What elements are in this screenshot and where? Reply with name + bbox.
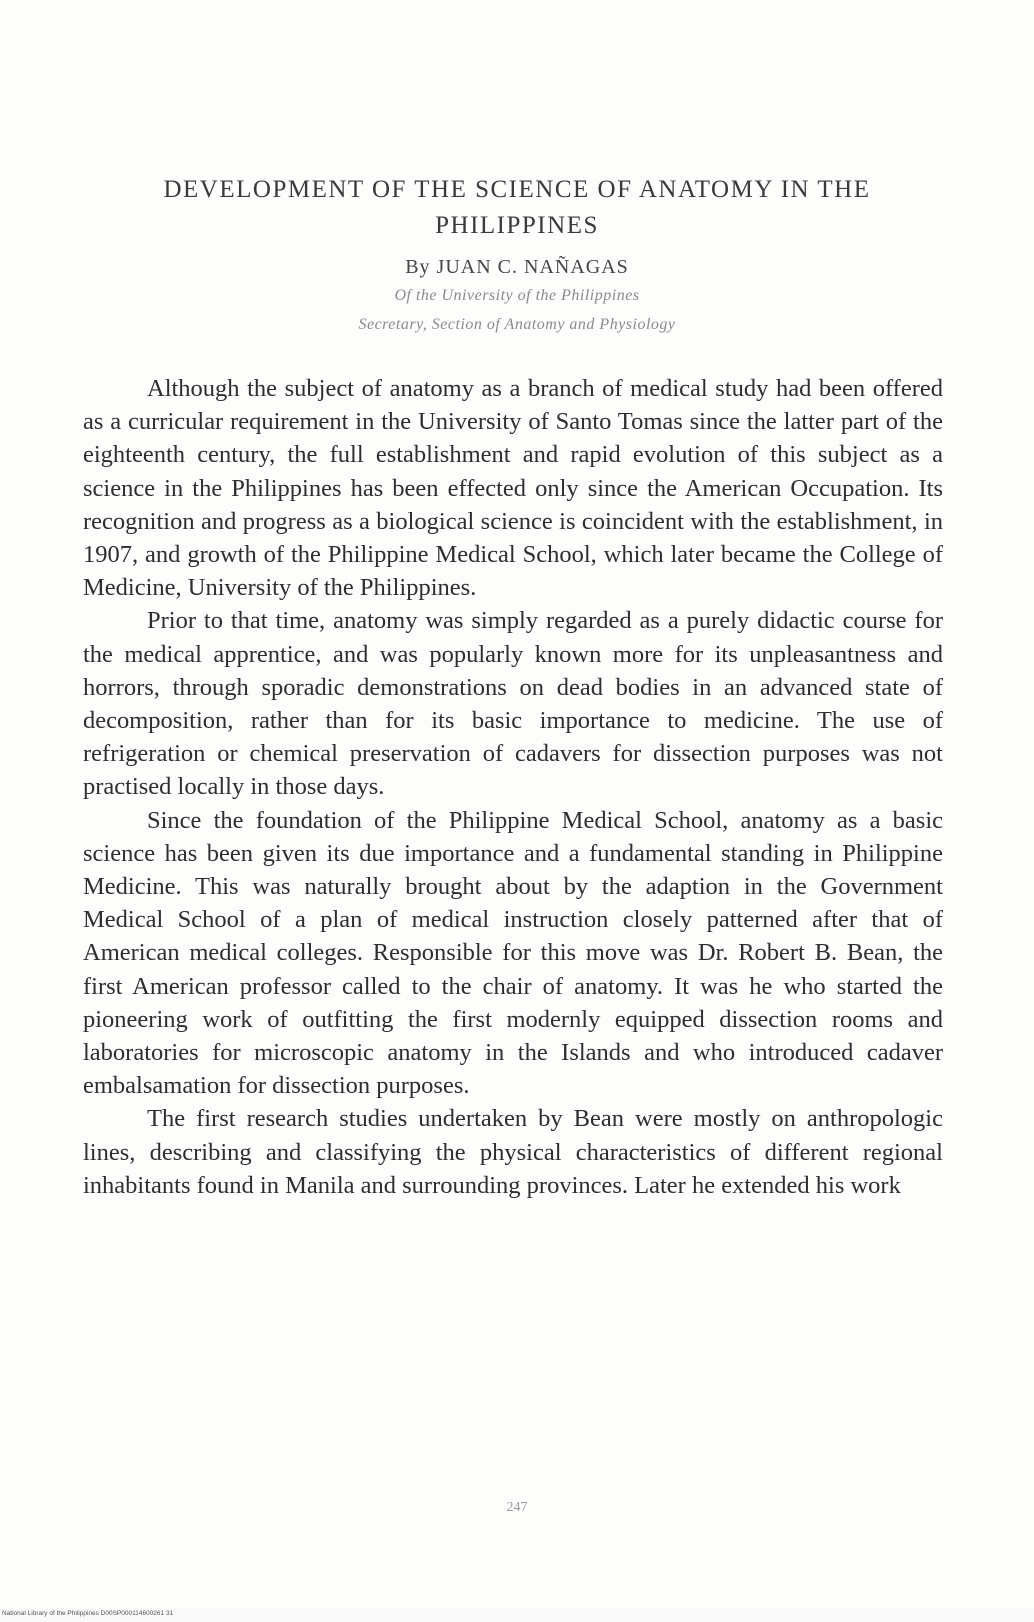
paragraph-2: Prior to that time, anatomy was simply regarded as a purely didactic course for the medical apprentice, and was popularly known more for its unpleasantness and horrors, through sporadic demonstrations on dead bodies in an advanced state of decomposition, rather than for its basic importance to medicine. The use of refrigeration or chemical preservation of cadavers for dissection purposes was not practised locally in those days. xyxy=(83,607,943,801)
article-body xyxy=(83,372,943,1202)
paragraph-4: The first research studies undertaken by Bean were mostly on anthropologic lines, describing and classifying the physical characteristics of different regional inhabitants found in Manila and surrounding provinces. Later he extended his work xyxy=(83,1105,943,1199)
page-number: 247 xyxy=(506,1500,528,1515)
author-byline: By JUAN C. NAÑAGAS xyxy=(405,256,629,278)
paragraph-3: Since the foundation of the Philippine Medical School, anatomy as a basic science has been given its due importance and a fundamental standing in Philippine Medicine. This was naturally brought about by the adaption in the Government Medical School of a plan of medical instruction closely patterned after that of American medical colleges. Responsible for this move was Dr. Robert B. Bean, the first American professor called to the chair of anatomy. It was he who started the pioneering work of outfitting the first modernly equipped dissection rooms and laboratories for microscopic anatomy in the Islands and who introduced cadaver embalsamation for dissection purposes. xyxy=(83,806,943,1100)
author-position: Secretary, Section of Anatomy and Physiology xyxy=(358,316,676,333)
paragraph-1: Although the subject of anatomy as a branch of medical study had been offered as a curricular requirement in the University of Santo Tomas since the latter part of the eighteenth century, the full establishment and rapid evolution of this subject as a science in the Philippines has been effected only since the American Occupation. Its recognition and progress as a biological science is coincident with the establishment, in 1907, and growth of the Philippine Medical School, which later became the College of Medicine, University of the Philippines. xyxy=(83,375,943,602)
article-title: DEVELOPMENT OF THE SCIENCE OF ANATOMY IN THE PHILIPPINES xyxy=(163,176,871,239)
archive-footer: National Library of the Philippines D00SP000114600261 31 xyxy=(2,1610,174,1617)
author-affiliation: Of the University of the Philippines xyxy=(394,287,640,304)
